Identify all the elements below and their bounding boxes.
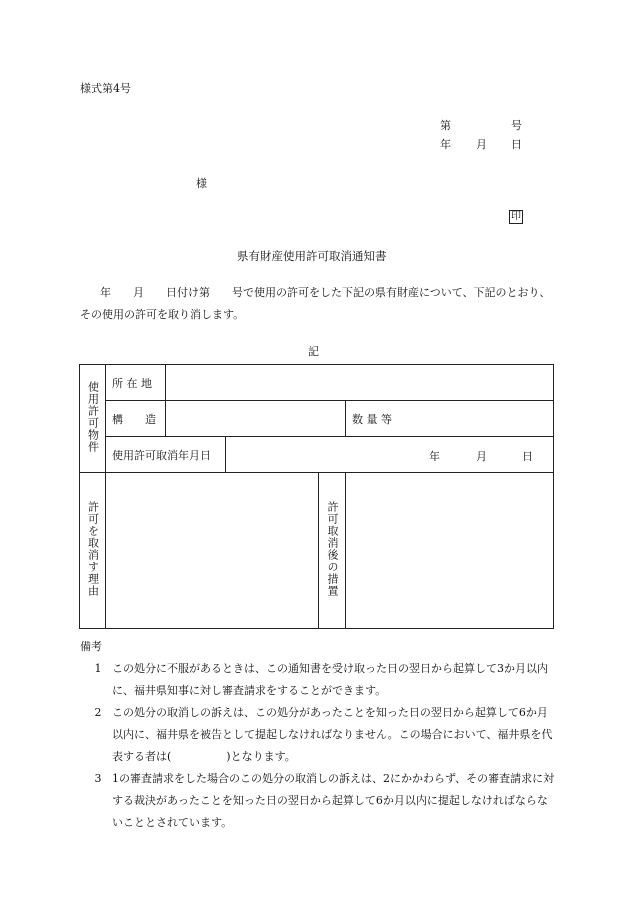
remark-text: この処分に不服があるときは、この通知書を受け取った日の翌日から起算して3か月以内に、福井県知事に対し審査請求をすることができます。 bbox=[112, 662, 548, 697]
cancel-date-label-cell bbox=[106, 437, 226, 473]
cancellation-table bbox=[79, 364, 554, 629]
reason-label-cell bbox=[80, 473, 106, 629]
body-text: 年 月 日付け第 号で使用の許可をした下記の県有財産について、下記のとおり、その使用の許可を取り消します。 bbox=[80, 286, 551, 321]
remark-number: 3 bbox=[94, 772, 102, 785]
ki-label: 記 bbox=[308, 345, 319, 358]
doc-number-dai: 第 bbox=[440, 119, 451, 132]
quantity-label: 数 量 等 bbox=[352, 412, 392, 426]
remark-number: 1 bbox=[94, 662, 102, 675]
location-value-cell bbox=[166, 365, 554, 401]
date-month: 月 bbox=[476, 138, 487, 151]
seal-mark: 印 bbox=[511, 211, 521, 222]
cancel-date-day: 日 bbox=[522, 450, 533, 463]
cancel-date-label: 使用許可取消年月日 bbox=[112, 448, 211, 462]
property-group-label: 使用許可物件 bbox=[86, 381, 100, 453]
remark-item bbox=[80, 658, 555, 702]
form-number: 様式第4号 bbox=[80, 82, 131, 95]
remarks-section bbox=[80, 636, 555, 834]
cancel-date-month: 月 bbox=[476, 450, 487, 463]
structure-value-cell bbox=[166, 401, 346, 437]
structure-label: 構 造 bbox=[112, 412, 156, 426]
remark-text: この処分の取消しの訴えは、この処分があったことを知った日の翌日から起算して6か月以内に、福井県を被告として提起しなければなりません。この場合において、福井県を代表する者は( )となります。 bbox=[112, 706, 553, 763]
remark-text: 1の審査請求をした場合のこの処分の取消しの訴えは、2にかかわらず、その審査請求に対する裁決があったことを知った日の翌日から起算して6か月以内に提起しなければならないこととされています。 bbox=[112, 772, 555, 829]
remark-number: 2 bbox=[94, 706, 102, 719]
remark-item bbox=[80, 768, 555, 834]
quantity-label-cell bbox=[346, 401, 554, 437]
cancel-date-year: 年 bbox=[429, 450, 440, 463]
doc-number-go: 号 bbox=[511, 119, 522, 132]
location-label: 所 在 地 bbox=[112, 376, 152, 390]
date-year: 年 bbox=[440, 138, 451, 151]
measures-label: 許可取消後の措置 bbox=[326, 501, 339, 597]
structure-label-cell bbox=[106, 401, 166, 437]
remark-item bbox=[80, 702, 555, 768]
measures-value-cell bbox=[346, 473, 554, 629]
addressee-suffix: 様 bbox=[196, 177, 207, 190]
date-day: 日 bbox=[511, 138, 522, 151]
document-title: 県有財産使用許可取消通知書 bbox=[237, 249, 387, 263]
remarks-heading: 備考 bbox=[80, 640, 102, 653]
reason-label: 許可を取消す理由 bbox=[86, 501, 100, 597]
location-label-cell bbox=[106, 365, 166, 401]
property-group-cell bbox=[80, 365, 106, 473]
cancel-date-value-cell bbox=[226, 437, 554, 473]
reason-value-cell bbox=[106, 473, 319, 629]
measures-label-cell bbox=[319, 473, 346, 629]
